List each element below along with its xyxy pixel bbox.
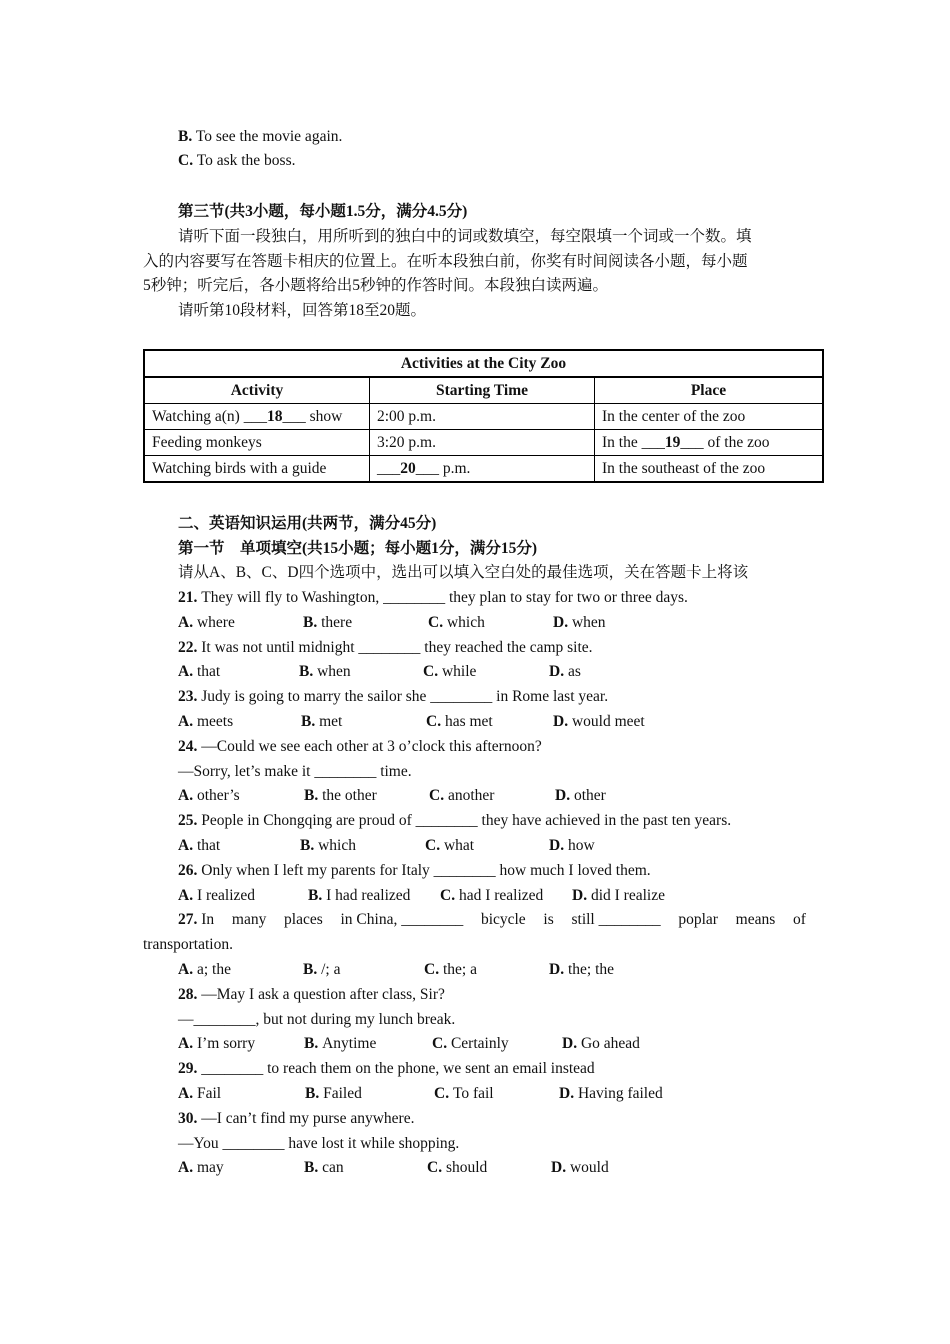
answer-option [303,960,340,980]
option-key: A. [178,837,197,854]
answer-option [303,613,352,633]
option-text: I’m sorry [196,1035,256,1053]
answer-option [178,712,233,732]
answer-option [549,836,595,856]
option-key: A. [178,713,197,730]
table-row [144,430,823,456]
answer-option [432,1034,509,1054]
option-text: other’s [196,787,240,805]
option-key: D. [549,961,568,978]
option-text: did I realize [590,886,665,904]
option-text: that [196,837,221,854]
option-key: D. [562,1035,581,1053]
option-key: C. [178,152,194,169]
question-word: in China, ________ [340,911,464,929]
option-key: C. [423,663,442,681]
dialogue-line: —Sorry, let’s make it ________ time. [178,762,412,780]
option-key: B. [301,713,320,730]
option-text: To ask the boss. [196,152,296,169]
table-cell: ___20___ p.m. [370,456,595,483]
table-cell: 2:00 p.m. [370,404,595,430]
answer-option [308,886,410,906]
answer-option [304,786,377,806]
option-key: A. [178,663,197,681]
option-text: another [447,787,495,805]
section-heading: 第一节 单项填空(共15小题；每小题1分，满分15分) [178,540,538,557]
option-key: A. [178,1159,197,1177]
question-number: 25. [178,812,202,830]
option-text: can [322,1159,344,1177]
question-stem: 21. They will fly to Washington, ________ they plan to stay for two or three days. [178,589,688,606]
table-cell: In the southeast of the zoo [595,456,824,483]
option-text: the; the [567,961,615,978]
instruction-line: 5秒钟；听完后，各小题将给出5秒钟的作答时间。本段独白读两遍。 [143,277,609,294]
instruction-line: 请听第10段材料，回答第18至20题。 [178,302,427,319]
column-header: Place [595,377,824,404]
option-key: D. [549,663,568,681]
option-key: D. [553,613,572,631]
question-stem: 30. —I can’t find my purse anywhere. [178,1109,415,1127]
answer-option [178,960,231,980]
option-text: should [445,1159,488,1177]
option-key: B. [304,787,323,805]
question-stem: 23. Judy is going to marry the sailor she ________ in Rome last year. [178,688,609,706]
option-key: C. [427,1159,446,1177]
option-key: D. [559,1085,578,1102]
option-text: meets [196,713,234,730]
answer-option [429,786,494,806]
question-stem: 29. ________ to reach them on the phone, we sent an email instead [178,1060,595,1078]
table-row [144,456,823,483]
option-text: /; a [321,961,341,978]
option-text: Anytime [322,1035,377,1053]
option-key: D. [555,787,574,805]
option-key: D. [553,713,572,730]
question-word: means [735,911,776,929]
option-text: Go ahead [580,1035,640,1053]
option-text: had I realized [458,886,544,904]
option-text: To see the movie again. [195,128,343,145]
option-key: C. [426,713,445,730]
question-text: 27. In [178,911,215,929]
option-text: would meet [571,713,645,730]
answer-option [553,712,645,732]
question-number: 26. [178,861,202,879]
answer-option [434,1084,494,1104]
answer-option [305,1084,362,1104]
question-word: poplar [678,911,718,929]
table-title: Activities at the City Zoo [144,350,823,377]
answer-option [178,1084,221,1104]
question-number: 24. [178,737,202,755]
answer-option [572,886,665,906]
option-text: that [196,663,221,681]
option-text: what [443,837,475,854]
answer-option [424,960,477,980]
answer-option [178,613,235,633]
option-text: has met [444,713,493,730]
answer-option [178,1158,224,1178]
answer-option [178,1034,255,1054]
answer-option [423,662,476,682]
option-key: B. [300,837,319,854]
option-text: there [321,613,353,631]
answer-option [428,613,485,633]
option-line [178,151,296,171]
instruction-line: 入的内容要写在答题卡相庆的位置上。在听本段独白前，你奖有时间阅读各小题，每小题 [143,253,748,270]
question-number: 22. [178,638,202,656]
answer-option [178,786,240,806]
option-text: may [196,1159,224,1177]
option-text: the other [322,787,377,805]
option-key: A. [178,1085,197,1102]
question-number: 21. [178,589,202,606]
answer-option [427,1158,487,1178]
option-key: C. [429,787,448,805]
option-key: C. [434,1085,453,1102]
option-text: Failed [323,1085,362,1102]
question-number: 27. [178,911,202,929]
question-stem: 28. —May I ask a question after class, Sir? [178,985,445,1003]
option-text: To fail [452,1085,494,1102]
instruction-line: 请从A、B、C、D四个选项中，选出可以填入空白处的最佳选项，关在答题卡上将该 [178,564,749,581]
option-line [178,127,342,147]
option-text: Fail [196,1085,222,1102]
option-key: A. [178,787,197,805]
option-key: B. [299,663,318,681]
answer-option [304,1034,376,1054]
answer-option [299,662,351,682]
table-cell: In the center of the zoo [595,404,824,430]
option-key: D. [551,1159,570,1177]
table-cell: Watching a(n) ___18___ show [144,404,370,430]
answer-option [300,836,356,856]
question-number: 28. [178,985,202,1003]
option-key: A. [178,613,197,631]
option-key: B. [304,1035,323,1053]
question-word: is [543,911,554,929]
table-cell: In the ___19___ of the zoo [595,430,824,456]
option-key: B. [303,961,322,978]
option-text: I had realized [326,886,411,904]
question-stem [178,910,806,930]
answer-option [425,836,474,856]
option-text: other [573,787,606,805]
instruction-line: 请听下面一段独白，用所听到的独白中的词或数填空，每空限填一个词或一个数。填 [178,228,752,245]
option-key: B. [304,1159,323,1177]
option-text: would [569,1159,609,1177]
question-word: bicycle [480,911,526,929]
question-number: 23. [178,688,202,706]
option-text: which [318,837,356,854]
question-number: 30. [178,1109,202,1127]
dialogue-line: —________, but not during my lunch break. [178,1010,456,1028]
answer-option [562,1034,640,1054]
option-text: when [571,613,606,631]
question-stem: 24. —Could we see each other at 3 o’clock this afternoon? [178,737,542,755]
option-key: A. [178,961,197,978]
option-key: C. [425,837,444,854]
option-key: D. [572,886,591,904]
option-key: B. [308,886,327,904]
answer-option [178,886,255,906]
answer-option [178,662,220,682]
option-text: where [196,613,235,631]
answer-option [440,886,543,906]
answer-option [549,960,614,980]
answer-option [549,662,581,682]
option-text: the; a [442,961,477,978]
answer-option [555,786,606,806]
dialogue-line: —You ________ have lost it while shopping. [178,1134,460,1152]
question-continuation: transportation. [143,936,233,954]
option-text: as [567,663,581,681]
question-word: many [231,911,267,929]
option-key: B. [303,613,322,631]
option-text: when [317,663,351,681]
table-row [144,404,823,430]
option-text: while [441,663,477,681]
option-text: which [446,613,485,631]
answer-option [178,836,220,856]
question-stem: 22. It was not until midnight ________ they reached the camp site. [178,638,593,656]
option-text: Certainly [450,1035,509,1053]
question-stem: 25. People in Chongqing are proud of ________ they have achieved in the past ten years. [178,812,732,830]
answer-option [304,1158,344,1178]
option-key: C. [428,613,447,631]
option-key: D. [549,837,568,854]
question-number: 29. [178,1060,202,1078]
option-key: B. [178,128,193,145]
question-stem: 26. Only when I left my parents for Italy ________ how much I loved them. [178,861,651,879]
table-cell: 3:20 p.m. [370,430,595,456]
option-text: Having failed [577,1085,663,1102]
answer-option [426,712,493,732]
table-cell: Watching birds with a guide [144,456,370,483]
section-heading: 第三节(共3小题，每小题1.5分，满分4.5分) [178,203,468,220]
column-header: Starting Time [370,377,595,404]
answer-option [559,1084,663,1104]
option-key: A. [178,886,197,904]
option-text: met [319,713,343,730]
answer-option [553,613,606,633]
option-text: a; the [196,961,231,978]
table-cell: Feeding monkeys [144,430,370,456]
answer-option [301,712,342,732]
part-heading: 二、英语知识运用(共两节，满分45分) [178,515,437,532]
question-word: still ________ [571,911,661,929]
option-key: C. [432,1035,451,1053]
option-key: A. [178,1035,197,1053]
option-key: C. [424,961,443,978]
question-word: of [793,911,806,929]
option-text: I realized [196,886,256,904]
option-key: C. [440,886,459,904]
option-text: how [567,837,595,854]
activities-table [143,349,824,483]
question-word: places [284,911,323,929]
answer-option [551,1158,609,1178]
column-header: Activity [144,377,370,404]
option-key: B. [305,1085,324,1102]
